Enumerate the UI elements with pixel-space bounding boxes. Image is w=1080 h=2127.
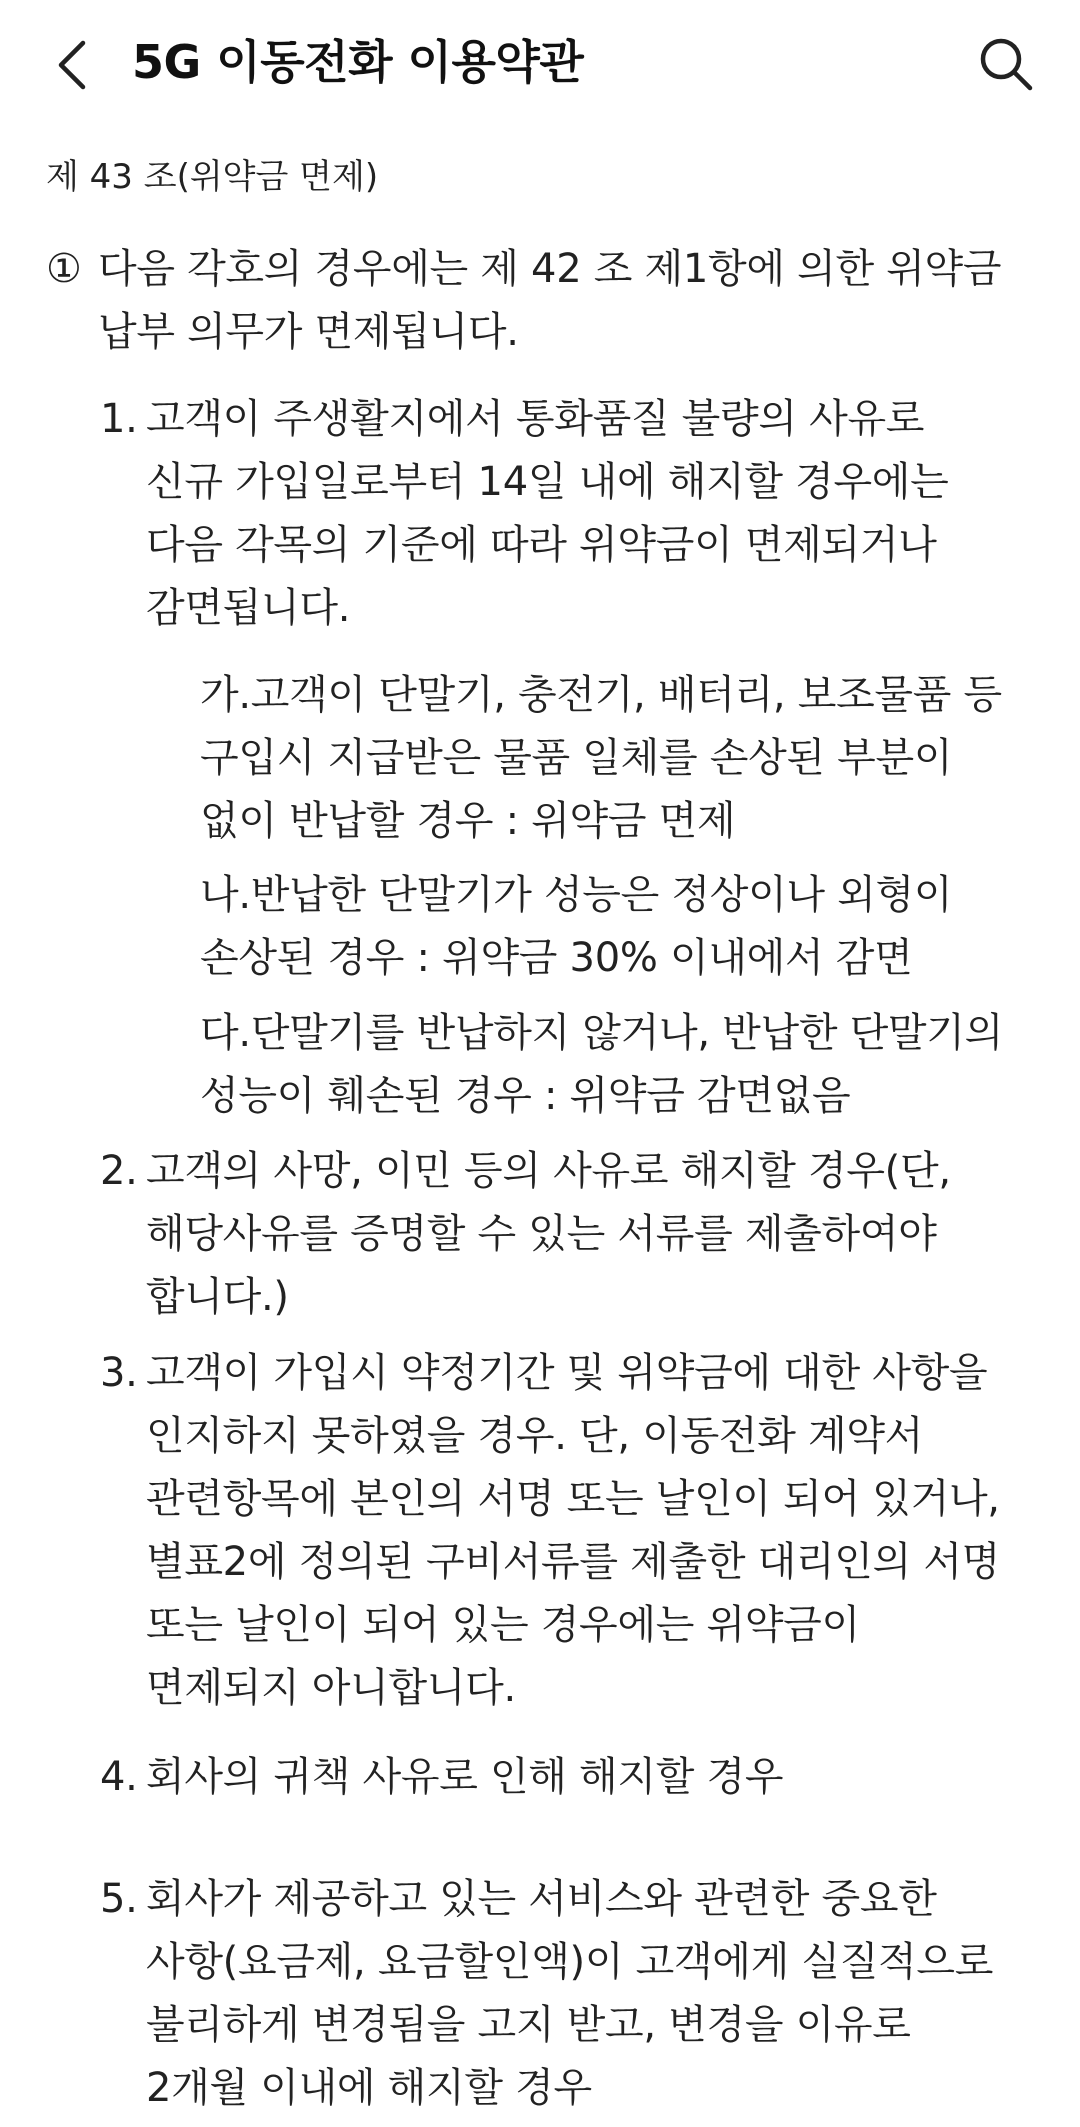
item-line: 다음 각목의 기준에 따라 위약금이 면제되거나 xyxy=(146,522,937,568)
item-line: 별표2에 정의된 구비서류를 제출한 대리인의 서명 xyxy=(146,1539,1001,1585)
back-arrow-icon xyxy=(53,37,93,93)
sub-item-line: 가.고객이 단말기, 충전기, 배터리, 보조물품 등 xyxy=(200,672,1002,718)
item-line: 고객이 주생활지에서 통화품질 불량의 사유로 xyxy=(146,396,925,442)
sub-item-line: 구입시 지급받은 물품 일체를 손상된 부분이 xyxy=(200,735,953,781)
list-item-1 xyxy=(100,388,1060,640)
list-item-4 xyxy=(100,1746,1060,1809)
list-item-3 xyxy=(100,1342,1060,1720)
item-line: 또는 날인이 되어 있는 경우에는 위약금이 xyxy=(146,1602,860,1648)
page-title: 5G 이동전화 이용약관 xyxy=(132,35,584,89)
clause-marker: ① xyxy=(46,246,82,292)
list-item-5 xyxy=(100,1868,1060,2120)
back-button[interactable] xyxy=(38,30,108,100)
sub-item-line: 손상된 경우 : 위약금 30% 이내에서 감면 xyxy=(200,935,913,981)
top-app-bar xyxy=(0,0,1080,126)
sub-item-line: 나.반납한 단말기가 성능은 정상이나 외형이 xyxy=(200,872,953,918)
sub-item-ga xyxy=(200,664,1060,853)
item-line: 관련항목에 본인의 서명 또는 날인이 되어 있거나, xyxy=(146,1476,1000,1522)
item-marker: 1. xyxy=(100,396,138,442)
clause-1 xyxy=(46,238,1056,364)
search-icon xyxy=(976,34,1036,94)
item-line: 고객의 사망, 이민 등의 사유로 해지할 경우(단, xyxy=(146,1148,951,1194)
item-marker: 2. xyxy=(100,1148,138,1194)
item-line: 해당사유를 증명할 수 있는 서류를 제출하여야 xyxy=(146,1211,937,1257)
item-line: 면제되지 아니합니다. xyxy=(146,1665,516,1711)
item-line: 사항(요금제, 요금할인액)이 고객에게 실질적으로 xyxy=(146,1939,994,1985)
sub-item-line: 없이 반납할 경우 : 위약금 면제 xyxy=(200,798,736,844)
item-line: 인지하지 못하였을 경우. 단, 이동전화 계약서 xyxy=(146,1413,924,1459)
sub-item-na xyxy=(200,864,1060,990)
list-item-2 xyxy=(100,1140,1060,1329)
item-line: 불리하게 변경됨을 고지 받고, 변경을 이유로 xyxy=(146,2002,911,2048)
item-marker: 4. xyxy=(100,1754,138,1800)
sub-item-line: 다.단말기를 반납하지 않거나, 반납한 단말기의 xyxy=(200,1010,1003,1056)
sub-item-da xyxy=(200,1002,1060,1128)
item-line: 회사의 귀책 사유로 인해 해지할 경우 xyxy=(146,1754,784,1800)
search-button[interactable] xyxy=(970,28,1042,100)
article-title: 제 43 조(위약금 면제) xyxy=(46,157,379,197)
item-line: 회사가 제공하고 있는 서비스와 관련한 중요한 xyxy=(146,1876,937,1922)
item-marker: 3. xyxy=(100,1350,138,1396)
item-line: 2개월 이내에 해지할 경우 xyxy=(146,2065,592,2111)
item-line: 합니다.) xyxy=(146,1274,289,1320)
item-line: 신규 가입일로부터 14일 내에 해지할 경우에는 xyxy=(146,459,949,505)
item-marker: 5. xyxy=(100,1876,138,1922)
clause-line: 납부 의무가 면제됩니다. xyxy=(98,309,519,355)
sub-item-line: 성능이 훼손된 경우 : 위약금 감면없음 xyxy=(200,1073,851,1119)
item-line: 감면됩니다. xyxy=(146,585,351,631)
item-line: 고객이 가입시 약정기간 및 위약금에 대한 사항을 xyxy=(146,1350,988,1396)
clause-line: 다음 각호의 경우에는 제 42 조 제1항에 의한 위약금 xyxy=(98,246,1002,292)
